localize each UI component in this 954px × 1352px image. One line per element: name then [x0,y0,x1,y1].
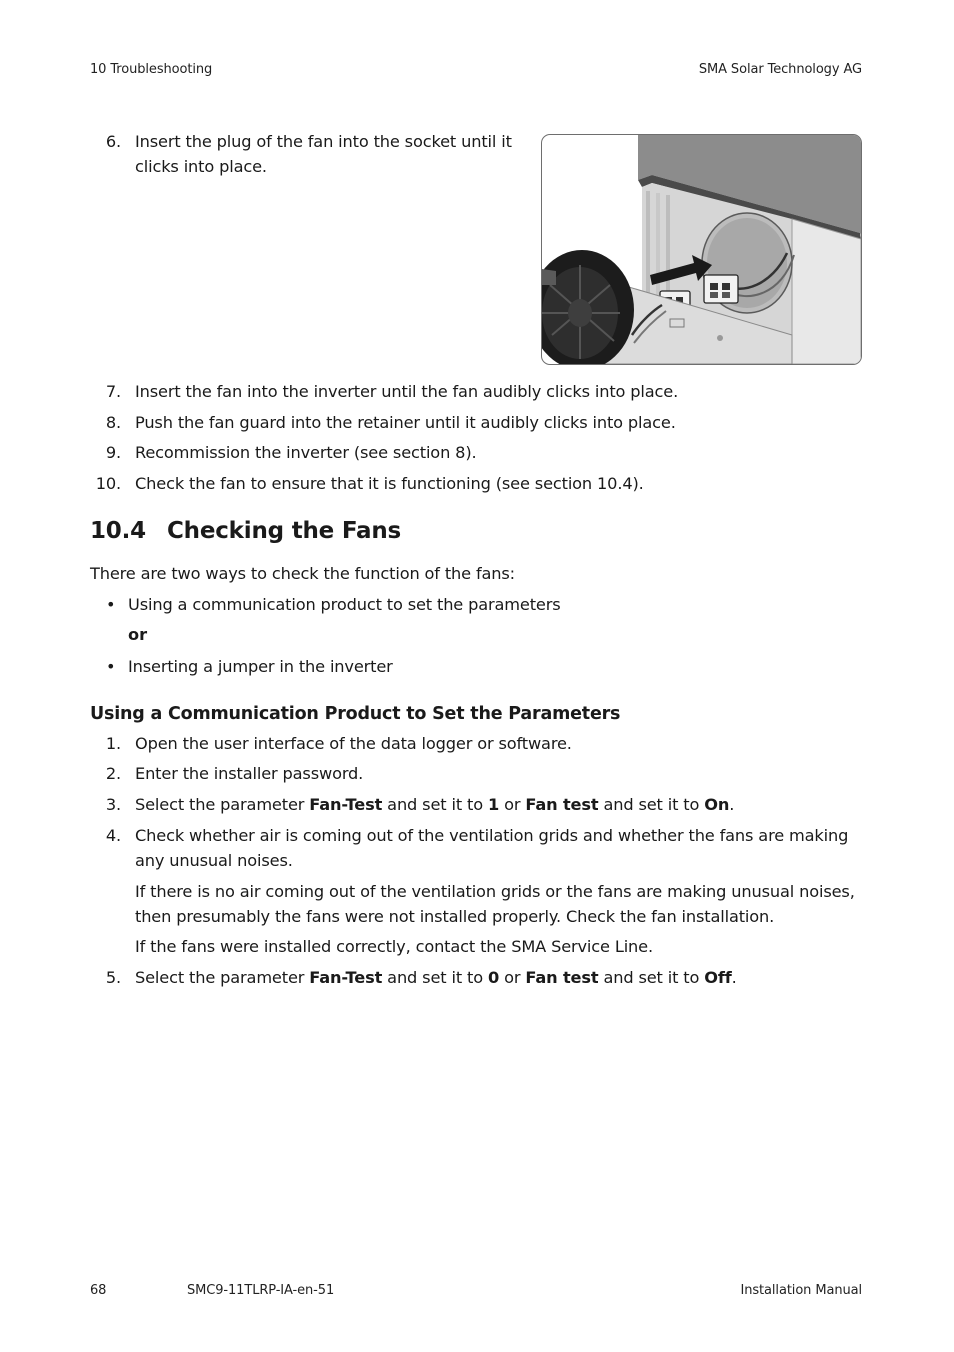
step-text-part: or [499,968,526,987]
section-number: 10.4 [90,518,146,544]
fan-installation-figure [541,134,862,365]
step-text: Recommission the inverter (see section 8). [135,443,477,462]
bullet-dot: • [106,595,116,614]
step-8 [105,411,860,436]
page-number: 68 [90,1283,107,1298]
or-label: or [128,625,148,644]
bullet-item [106,593,561,618]
bullet-text: Using a communication product to set the parameters [128,595,561,614]
sub-step-3 [105,793,860,818]
step-text: Check whether air is coming out of the ventilation grids and whether the fans are making any unusual noises. [135,826,849,870]
param-name: Fan-Test [309,968,383,987]
step-text-part: and set it to [598,968,705,987]
step-number: 3. [105,795,121,814]
step-number: 2. [105,764,121,783]
step-number: 8. [105,413,121,432]
param-name: Fan-Test [309,795,383,814]
section-heading [90,518,401,544]
step-number: 10. [95,474,121,493]
step-7 [105,380,860,405]
param-value: Off [704,968,732,987]
param-value: On [704,795,730,814]
step-text-part: Select the parameter [135,968,310,987]
step-text: Open the user interface of the data logger or software. [135,734,572,753]
bullet-item [106,655,393,680]
step-text: Enter the installer password. [135,764,364,783]
step-number: 6. [105,132,121,151]
document-type: Installation Manual [740,1283,862,1298]
step-9 [105,441,860,466]
step-number: 5. [105,968,121,987]
header-chapter: 10 Troubleshooting [90,62,213,77]
header-company: SMA Solar Technology AG [698,62,862,77]
step-10 [95,472,860,497]
step-text-part: Select the parameter [135,795,310,814]
step-4-note: If there is no air coming out of the ventilation grids or the fans are making unusual noises, then presumably the fans were not installed properly. Check the fan installation. [135,882,855,926]
step-text-part: and set it to [382,968,488,987]
step-text-part: and set it to [598,795,705,814]
bullet-text: Inserting a jumper in the inverter [128,657,393,676]
step-text-part: or [499,795,526,814]
section-intro: There are two ways to check the function of the fans: [90,564,515,583]
sub-step-5 [105,966,860,991]
step-text-part: . [729,795,735,814]
subsection-heading: Using a Communication Product to Set the Parameters [90,704,621,724]
step-text: Insert the plug of the fan into the socket until it clicks into place. [135,132,512,176]
param-name: Fan test [525,968,599,987]
section-title: Checking the Fans [167,518,402,544]
step-number: 9. [105,443,121,462]
step-text: Insert the fan into the inverter until the fan audibly clicks into place. [135,382,679,401]
step-text-part: . [731,968,737,987]
sub-step-2 [105,762,860,787]
param-value: 1 [487,795,500,814]
step-4-note: If the fans were installed correctly, contact the SMA Service Line. [135,937,653,956]
step-number: 1. [105,734,121,753]
step-6 [105,130,515,179]
param-value: 0 [487,968,500,987]
document-id: SMC9-11TLRP-IA-en-51 [187,1283,335,1298]
sub-step-4 [105,824,865,873]
step-text-part: and set it to [382,795,488,814]
step-number: 7. [105,382,121,401]
step-text: Push the fan guard into the retainer until it audibly clicks into place. [135,413,676,432]
bullet-dot: • [106,657,116,676]
sub-step-1 [105,732,860,757]
step-number: 4. [105,826,121,845]
step-text: Check the fan to ensure that it is functioning (see section 10.4). [135,474,644,493]
param-name: Fan test [525,795,599,814]
fan-plug-socket-illustration [542,135,861,364]
